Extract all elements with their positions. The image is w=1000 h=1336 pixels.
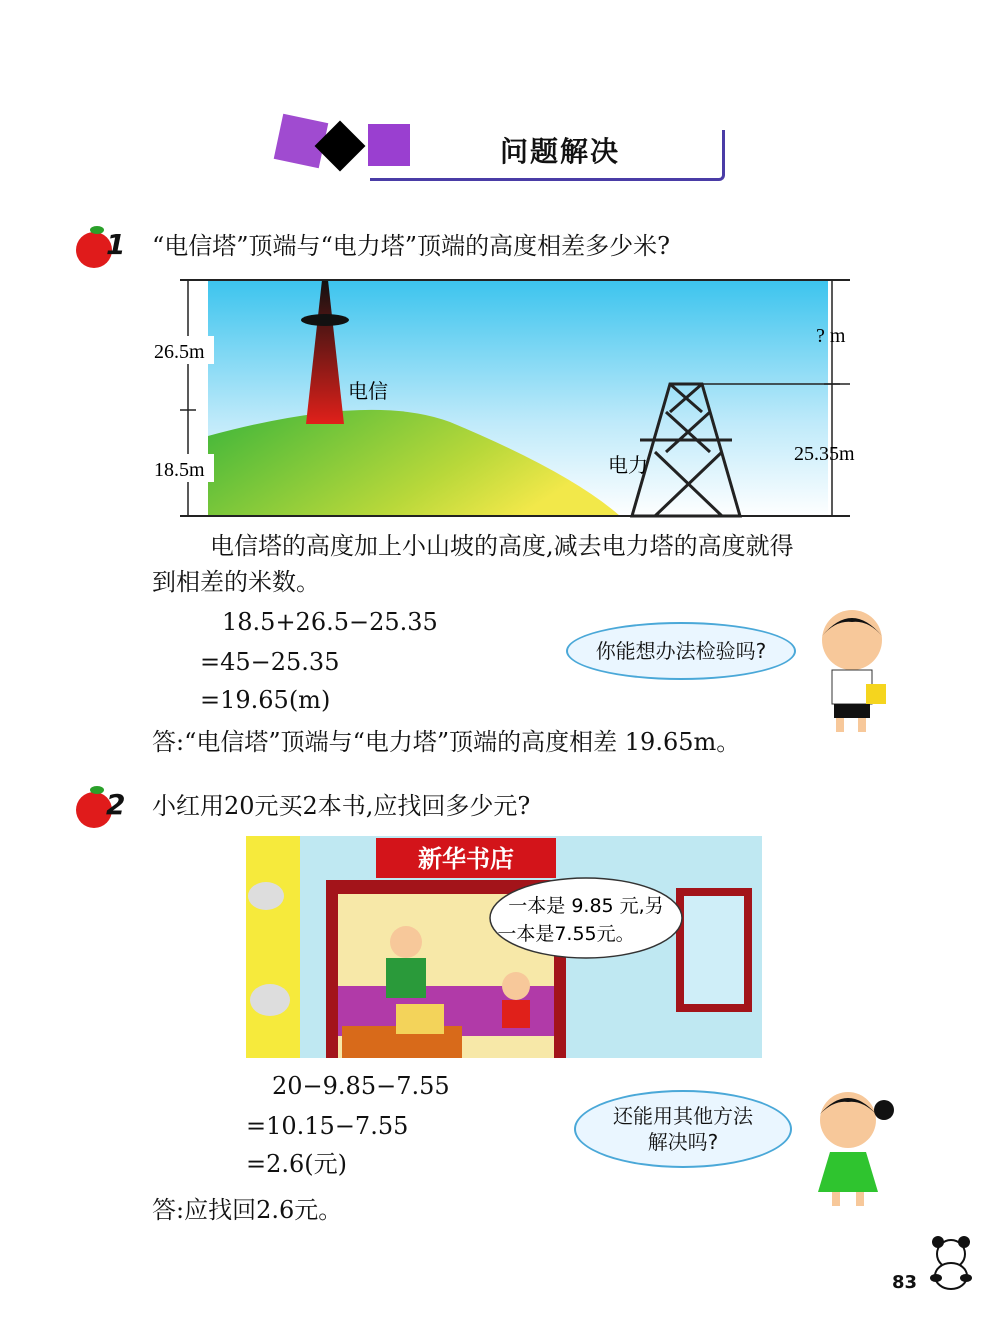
hint-bubble	[574, 1090, 792, 1168]
problem-number: 2	[106, 788, 126, 821]
speech-bubble	[490, 878, 682, 958]
hint-text: 解决吗?	[647, 1130, 719, 1154]
problem-1-answer: 答:“电信塔”顶端与“电力塔”顶端的高度相差 19.65m。	[152, 728, 741, 756]
explanation-line: 电信塔的高度加上小山坡的高度,减去电力塔的高度就得	[210, 532, 794, 560]
speech-text: 一本是7.55元。	[497, 923, 635, 945]
calc-line: 18.5+26.5−25.35	[222, 608, 438, 636]
problem-2-question: 小红用20元买2本书,应找回多少元?	[152, 792, 531, 820]
bookstore-illustration	[246, 836, 762, 1058]
problem-1-question: “电信塔”顶端与“电力塔”顶端的高度相差多少米?	[152, 232, 670, 260]
boy-illustration	[808, 606, 892, 738]
calc-line: =19.65(m)	[200, 686, 331, 714]
leaf-icon	[90, 786, 104, 794]
problem-2-answer: 答:应找回2.6元。	[152, 1196, 343, 1224]
hint-text: 还能用其他方法	[613, 1104, 753, 1128]
power-height-label: 25.35m	[794, 443, 855, 465]
leaf-icon	[90, 226, 104, 234]
calc-line: =10.15−7.55	[246, 1112, 409, 1140]
hill-height-label: 18.5m	[154, 459, 205, 481]
section-title: 问题解决	[500, 135, 621, 168]
panda-icon	[926, 1236, 976, 1292]
store-sign-text: 新华书店	[418, 845, 514, 873]
telecom-label: 电信	[348, 379, 388, 403]
problem-2-marker	[76, 788, 132, 828]
tower-height-figure	[150, 272, 870, 524]
unknown-height-label: ? m	[816, 325, 846, 347]
calc-line: 20−9.85−7.55	[272, 1072, 450, 1100]
tower-height-label: 26.5m	[154, 341, 205, 363]
girl-illustration	[804, 1084, 900, 1214]
problem-number: 1	[106, 228, 126, 261]
hint-bubble	[566, 622, 796, 680]
calc-line: =45−25.35	[200, 648, 340, 676]
section-header	[270, 110, 740, 190]
hint-text: 你能想办法检验吗?	[595, 639, 767, 663]
explanation-line: 到相差的米数。	[152, 568, 320, 596]
power-label: 电力	[608, 453, 648, 477]
problem-1-marker	[76, 228, 132, 268]
speech-text: 一本是 9.85 元,另	[508, 895, 664, 917]
page-number: 83	[892, 1272, 918, 1293]
calc-line: =2.6(元)	[246, 1150, 348, 1178]
yellow-wall	[246, 836, 300, 1058]
